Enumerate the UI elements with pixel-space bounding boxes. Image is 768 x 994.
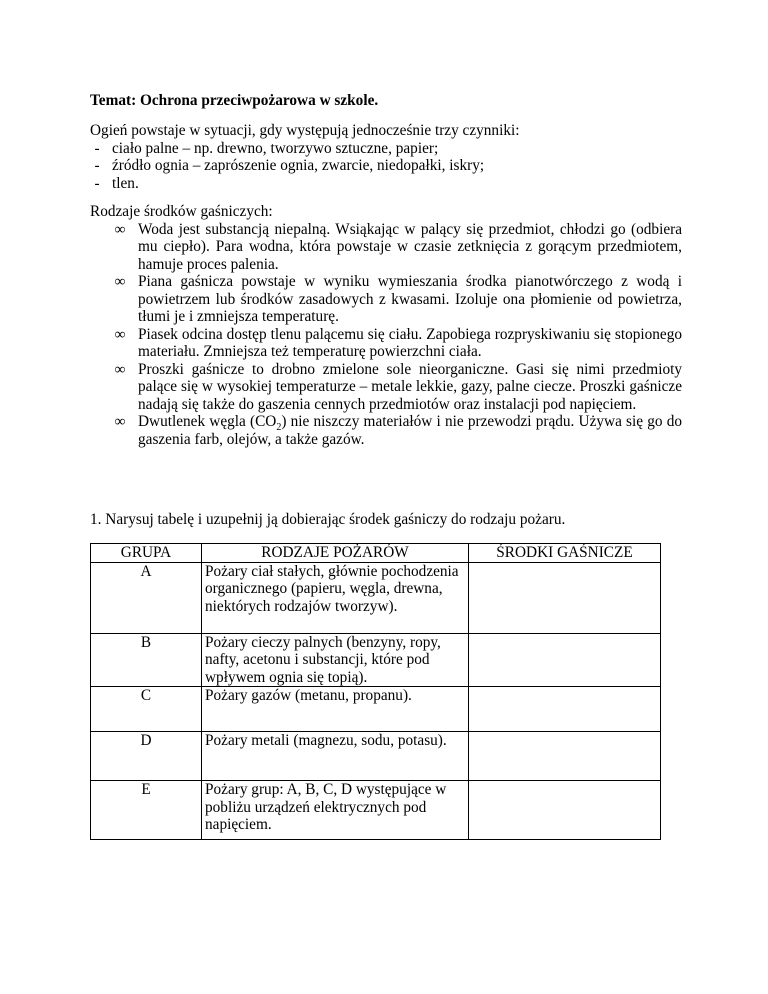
- table-row: [91, 633, 661, 687]
- agent-answer-cell: [469, 781, 661, 840]
- header-agents: ŚRODKI GAŚNICZE: [469, 544, 661, 563]
- fire-type-cell: Pożary cieczy palnych (benzyny, ropy, nafty, acetonu i substancji, które pod wpływem ognia się topią).: [202, 633, 469, 687]
- infinity-bullet-icon: ∞: [114, 325, 126, 343]
- agent-item-co2: ∞ Dwutlenek węgla $(CO_2)$ nie niszczy materiałów i nie przewodzi prądu. Używa się go do gaszenia farb, olejów, a także gazów.: [90, 413, 682, 448]
- agents-section: [90, 203, 682, 448]
- table-row: [91, 562, 661, 633]
- page-title: Temat: Ochrona przeciwpożarowa w szkole.: [90, 92, 379, 109]
- factor-item: - tlen.: [94, 174, 139, 192]
- group-cell: A: [91, 562, 202, 633]
- header-fire-types: RODZAJE POŻARÓW: [202, 544, 469, 563]
- intro-lead: Ogień powstaje w sytuacji, gdy występują jednocześnie trzy czynniki:: [90, 122, 520, 139]
- table-row: [91, 781, 661, 840]
- group-cell: E: [91, 781, 202, 840]
- infinity-bullet-icon: ∞: [114, 273, 126, 290]
- agent-item-foam: ∞ Piana gaśnicza powstaje w wyniku wymieszania środka pianotwórczego z wodą i powietrzem lub środków zasadowych z kwasami. Izoluje ona płomienie od powietrza, tłumi je i zmniejsza temperaturę.: [90, 273, 682, 326]
- infinity-bullet-icon: ∞: [114, 360, 126, 378]
- agents-heading: Rodzaje środków gaśniczych:: [90, 203, 273, 220]
- table-row: [91, 687, 661, 732]
- infinity-bullet-icon: ∞: [114, 413, 126, 430]
- infinity-bullet-icon: ∞: [114, 220, 126, 238]
- factor-item: - źródło ognia – zaprószenie ognia, zwarcie, niedopałki, iskry;: [94, 157, 485, 174]
- header-group: GRUPA: [91, 544, 202, 563]
- fire-type-cell: Pożary ciał stałych, głównie pochodzenia organicznego (papieru, węgla, drewna, niektórych rodzajów tworzyw).: [202, 562, 469, 633]
- factor-item: - ciało palne – np. drewno, tworzywo sztuczne, papier;: [94, 139, 439, 157]
- fire-type-cell: Pożary gazów (metanu, propanu).: [202, 687, 469, 732]
- fire-type-cell: Pożary grup: A, B, C, D występujące w pobliżu urządzeń elektrycznych pod napięciem.: [202, 781, 469, 840]
- table-row: [91, 732, 661, 781]
- group-cell: D: [91, 732, 202, 781]
- agents-list: [90, 221, 682, 449]
- agent-answer-cell: [469, 633, 661, 687]
- task-instruction: 1. Narysuj tabelę i uzupełnij ją dobierając środek gaśniczy do rodzaju pożaru.: [90, 511, 566, 528]
- agent-answer-cell: [469, 562, 661, 633]
- group-cell: C: [91, 687, 202, 732]
- intro-section: [90, 122, 690, 192]
- fire-type-cell: Pożary metali (magnezu, sodu, potasu).: [202, 732, 469, 781]
- fire-classes-table: [90, 543, 661, 840]
- agent-answer-cell: [469, 687, 661, 732]
- agent-answer-cell: [469, 732, 661, 781]
- agent-item-sand: ∞ Piasek odcina dostęp tlenu palącemu się ciału. Zapobiega rozpryskiwaniu się stopionego materiału. Zmniejsza też temperaturę powierzchni ciała.: [90, 326, 682, 361]
- table-header-row: [91, 544, 661, 563]
- factor-list: [90, 140, 690, 193]
- agent-item-water: ∞ Woda jest substancją niepalną. Wsiąkając w palący się przedmiot, chłodzi go (odbiera mu ciepło). Para wodna, która powstaje w czasie zetknięcia z gorącym przedmiotem, hamuje proces palenia.: [90, 221, 682, 274]
- agent-item-powder: ∞ Proszki gaśnicze to drobno zmielone sole nieorganiczne. Gasi się nimi przedmioty palące się w wysokiej temperaturze – metale lekkie, gazy, palne ciecze. Proszki gaśnicze nadają się także do gaszenia cennych przedmiotów oraz instalacji pod napięciem.: [90, 361, 682, 414]
- group-cell: B: [91, 633, 202, 687]
